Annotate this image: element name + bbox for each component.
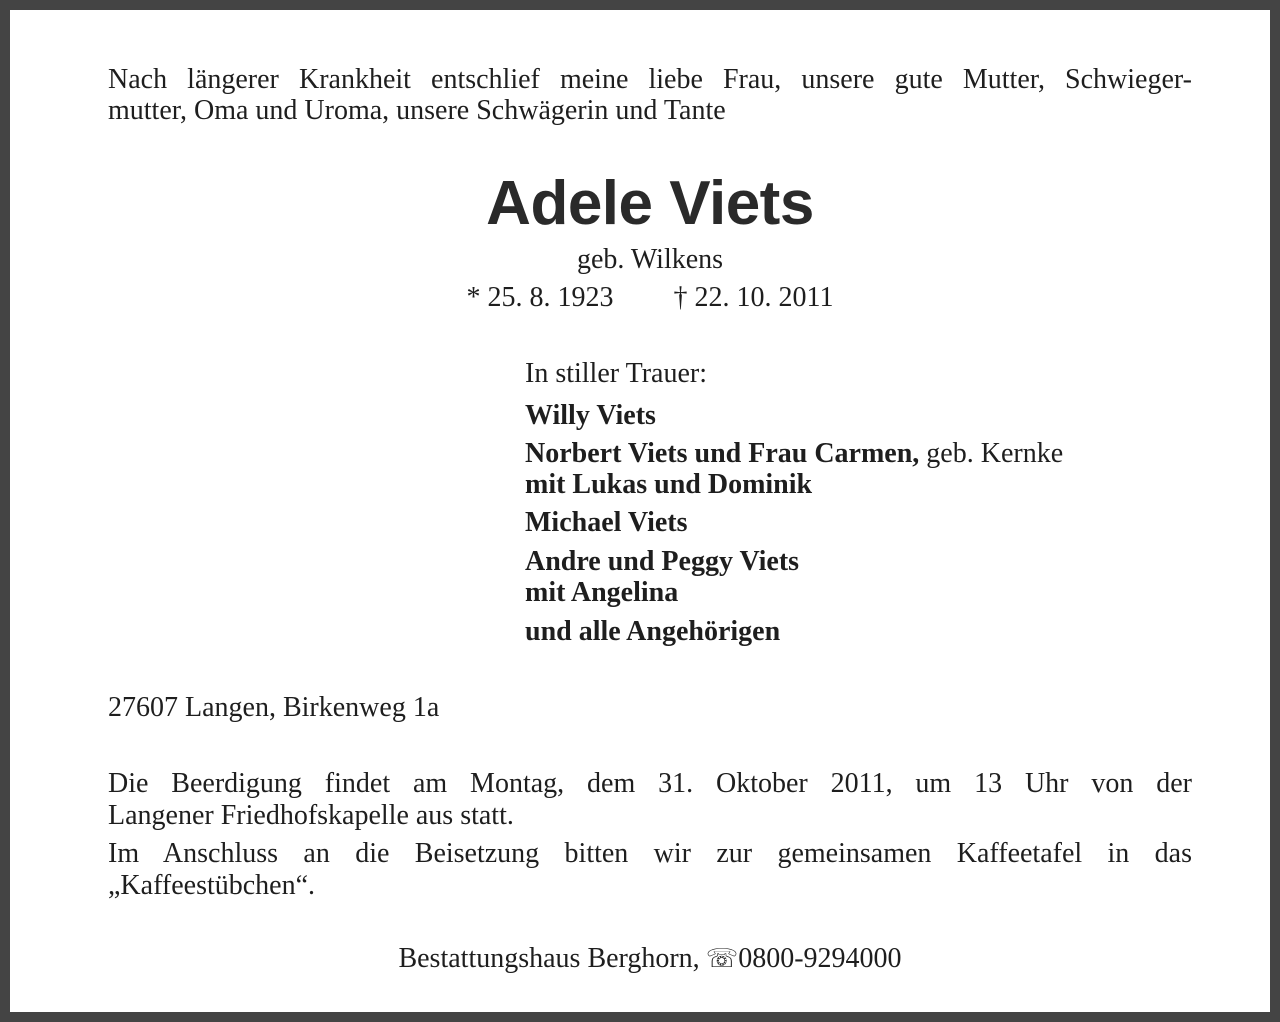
- intro-line-2: mutter, Oma und Uroma, unsere Schwägerin und Tante: [108, 95, 726, 126]
- mourner-line: mit Lukas und Dominik: [525, 469, 813, 500]
- birth-date: * 25. 8. 1923: [466, 282, 614, 313]
- telephone-icon: ☏: [705, 944, 739, 973]
- mourner-names: Norbert Viets und Frau Carmen,: [525, 438, 920, 469]
- intro-line-1: Nach längerer Krankheit entschlief meine liebe Frau, unsere gute Mutter, Schwieger-: [108, 64, 1192, 95]
- life-dates: [10, 282, 1280, 314]
- deceased-name: Adele Viets: [486, 169, 814, 238]
- mourner-maiden-name: geb. Kernke: [919, 438, 1064, 469]
- coffee-line-2: „Kaffeestübchen“.: [108, 870, 316, 901]
- family-address: 27607 Langen, Birkenweg 1a: [108, 692, 440, 723]
- maiden-name: geb. Wilkens: [576, 244, 724, 275]
- coffee-line-1: Im Anschluss an die Beisetzung bitten wir zur gemeinsamen Kaffeetafel in das: [108, 838, 1192, 869]
- mourner-line: und alle Angehörigen: [525, 616, 781, 647]
- mourner-line: Willy Viets: [525, 400, 656, 431]
- undertaker-name: Bestattungshaus Berghorn,: [398, 943, 700, 974]
- funeral-line-2: Langener Friedhofskapelle aus statt.: [108, 800, 514, 831]
- funeral-line-1: Die Beerdigung findet am Montag, dem 31. Oktober 2011, um 13 Uhr von der: [108, 768, 1192, 799]
- mourners-heading: In stiller Trauer:: [525, 358, 707, 389]
- mourner-line: Andre und Peggy Viets: [525, 546, 800, 577]
- death-date: † 22. 10. 2011: [673, 282, 834, 313]
- mourner-line: Michael Viets: [525, 507, 688, 538]
- mourner-line: [525, 438, 1063, 470]
- mourner-line: mit Angelina: [525, 577, 679, 608]
- undertaker-phone: 0800-9294000: [738, 943, 902, 974]
- undertaker-line: [10, 943, 1280, 975]
